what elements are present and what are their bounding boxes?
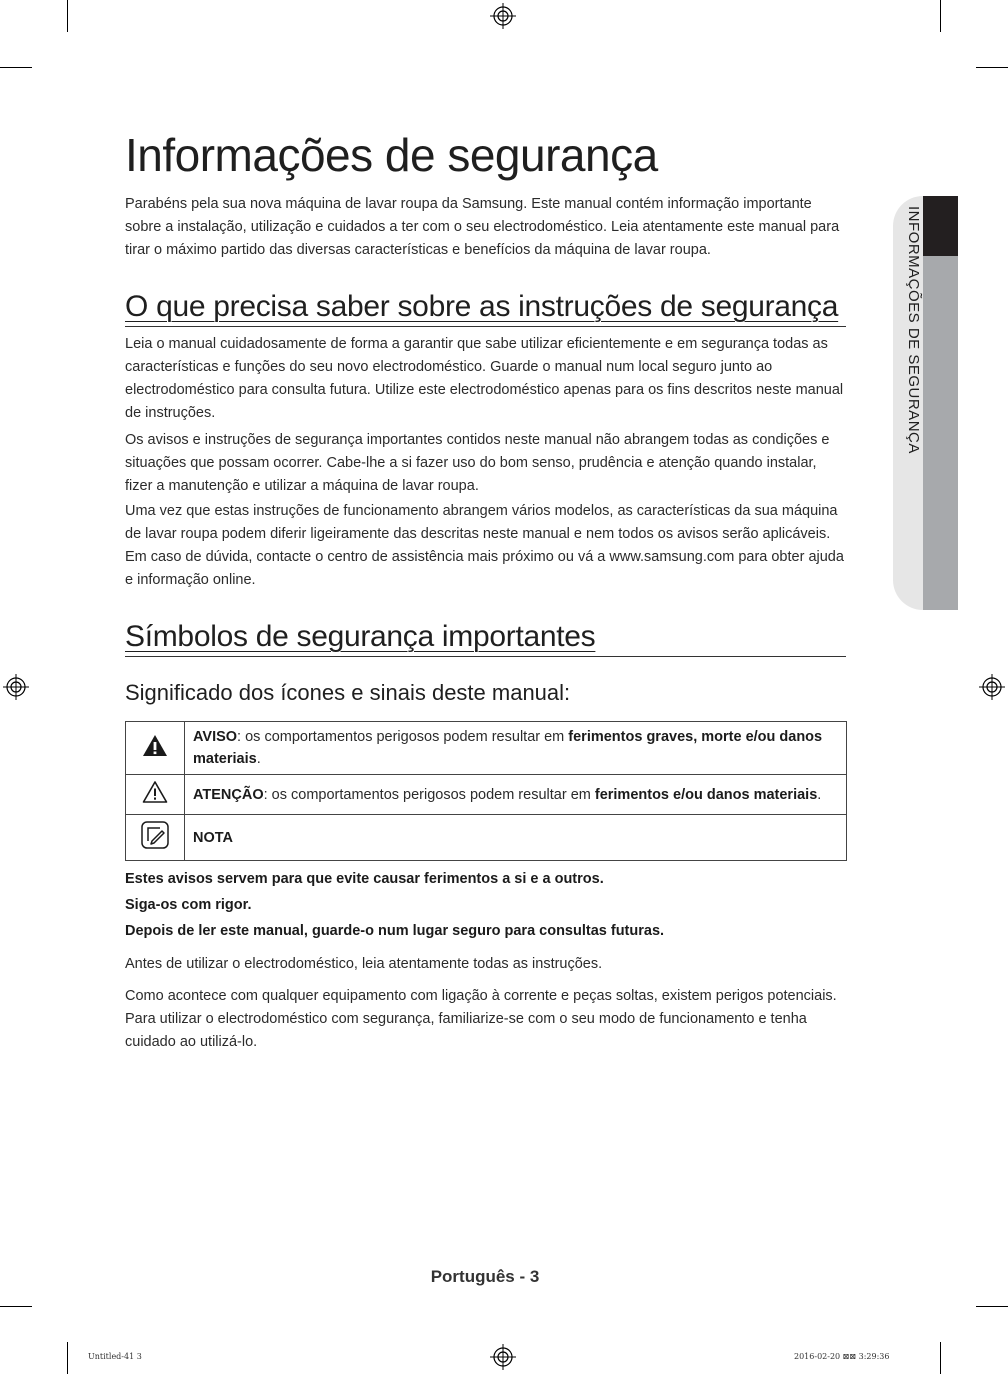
table-row xyxy=(126,815,847,861)
caution-description: ATENÇÃO: os comportamentos perigosos podem resultar em ferimentos e/ou danos materiais. xyxy=(185,775,847,815)
icon-cell xyxy=(126,815,185,861)
note-description: NOTA xyxy=(185,815,847,861)
table-row xyxy=(126,775,847,815)
symbols-table xyxy=(125,721,847,861)
registration-mark-icon xyxy=(3,674,29,700)
icon-cell xyxy=(126,722,185,775)
bold-instruction: Estes avisos servem para que evite causar ferimentos a si e a outros. xyxy=(125,871,604,887)
crop-mark xyxy=(976,1306,1008,1307)
crop-mark xyxy=(67,0,68,32)
paragraph: Uma vez que estas instruções de funcionamento abrangem vários modelos, as características da sua máquina de lavar roupa podem diferir ligeiramente das descritas neste manual e nem todos os avisos serão aplicáveis. Em caso de dúvida, contacte o centro de assistência mais próximo ou vá a www.samsung.com para obter ajuda e informação online. xyxy=(125,503,844,588)
paragraph: Como acontece com qualquer equipamento com ligação à corrente e peças soltas, existem perigos potenciais. Para utilizar o electrodoméstico com segurança, familiarize-se com o seu modo de funcionamento e tenha cuidado ao utilizá-lo. xyxy=(125,988,837,1050)
page-number: Português - 3 xyxy=(430,1267,540,1286)
section-heading-instructions: O que precisa saber sobre as instruções de segurança xyxy=(125,288,846,327)
section-heading-symbols: Símbolos de segurança importantes xyxy=(125,618,846,657)
paragraph: Leia o manual cuidadosamente de forma a garantir que sabe utilizar eficientemente e em segurança todas as características e funções do seu novo electrodoméstico. Guarde o manual num local seguro junto ao electrodoméstico para consulta futura. Utilize este electrodoméstico apenas para os fins descritos neste manual de instruções. xyxy=(125,336,844,421)
paragraph: Os avisos e instruções de segurança importantes contidos neste manual não abrangem todas as condições e situações que possam ocorrer. Cabe-lhe a si fazer uso do bom senso, prudência e atenção quando instalar, fizer a manutenção e utilizar a máquina de lavar roupa. xyxy=(125,432,830,494)
crop-mark xyxy=(67,1342,68,1374)
paragraph: Antes de utilizar o electrodoméstico, leia atentamente todas as instruções. xyxy=(125,956,603,972)
crop-mark xyxy=(940,0,941,32)
registration-mark-icon xyxy=(979,674,1005,700)
caution-outline-icon xyxy=(141,779,169,805)
subheading: Significado dos ícones e sinais deste manual: xyxy=(125,680,571,705)
registration-mark-icon xyxy=(490,1344,516,1370)
warning-description: AVISO: os comportamentos perigosos podem resultar em ferimentos graves, morte e/ou danos materiais. xyxy=(185,722,847,775)
registration-mark-icon xyxy=(490,3,516,29)
page-title: Informações de segurança xyxy=(125,129,658,181)
bold-instruction: Siga-os com rigor. xyxy=(125,897,252,913)
crop-mark xyxy=(976,67,1008,68)
icon-cell xyxy=(126,775,185,815)
note-icon xyxy=(140,820,170,850)
print-timestamp: 2016-02-20 ⊠⊠ 3:29:36 xyxy=(794,1352,890,1361)
crop-mark xyxy=(0,1306,32,1307)
crop-mark xyxy=(0,67,32,68)
crop-mark xyxy=(940,1342,941,1374)
table-row xyxy=(126,722,847,775)
side-tab-marker xyxy=(923,196,958,256)
warning-filled-icon xyxy=(141,733,169,759)
side-tab-bar xyxy=(923,256,958,610)
intro-paragraph: Parabéns pela sua nova máquina de lavar roupa da Samsung. Este manual contém informação importante sobre a instalação, utilização e cuidados a ter com o seu electrodoméstico. Leia atentamente este manual para tirar o máximo partido das diversas características e benefícios da máquina de lavar roupa. xyxy=(125,196,840,258)
print-file-label: Untitled-41 3 xyxy=(88,1352,142,1361)
bold-instruction: Depois de ler este manual, guarde-o num lugar seguro para consultas futuras. xyxy=(125,923,665,939)
side-tab-label: INFORMAÇÕES DE SEGURANÇA xyxy=(905,206,922,454)
